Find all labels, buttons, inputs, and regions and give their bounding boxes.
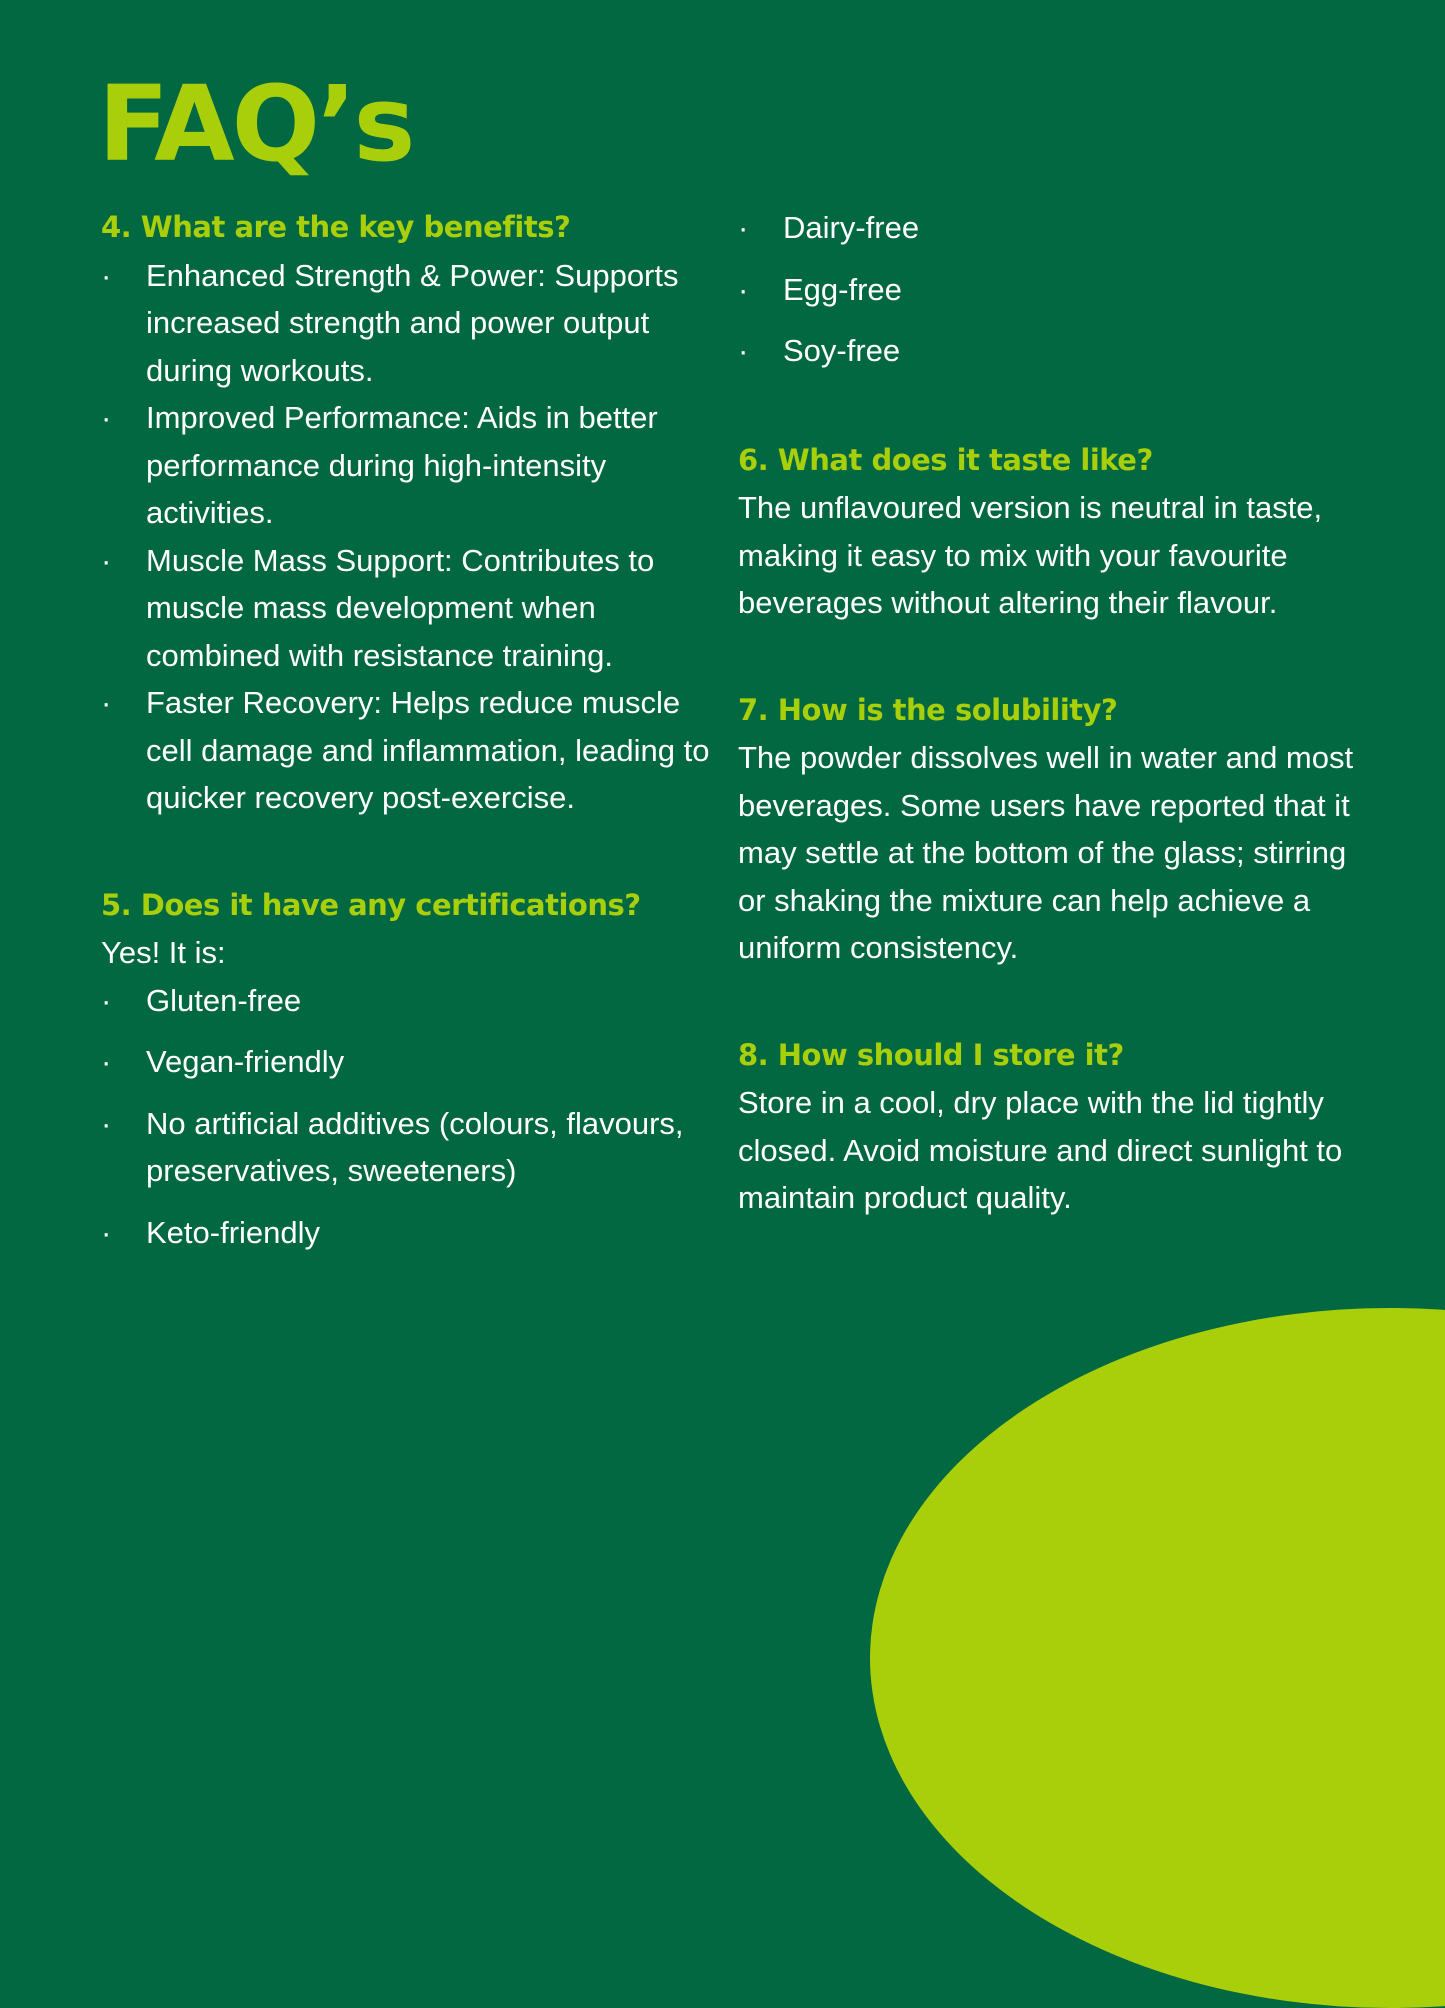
list-item: · Keto-friendly [101,1214,321,1250]
faq-5-question: 5. Does it have any certifications? [101,887,641,922]
list-item: · Faster Recovery: Helps reduce muscle cell damage and inflammation, leading to quicker recovery post-exercise. [101,685,710,815]
faq-8-question: 8. How should I store it? [738,1037,1124,1072]
faq-4-question: 4. What are the key benefits? [101,210,571,244]
faq-7 [738,687,1358,972]
list-item: · Dairy-free [738,210,920,245]
faq-5-intro: Yes! It is: [101,935,226,970]
faq-7-question: 7. How is the solubility? [738,692,1118,727]
faq-4-list [101,252,721,822]
faq-6-question: 6. What does it taste like? [738,442,1153,477]
list-item: · Improved Performance: Aids in better performance during high-intensity activities. [101,400,658,530]
list-item: · Vegan-friendly [101,1044,345,1079]
faq-5-list-continued [738,204,1358,375]
list-item: · Enhanced Strength & Power: Supports increased strength and power output during workouts. [101,257,679,388]
faq-7-answer: The powder dissolves well in water and most beverages. Some users have reported that it may settle at the bottom of the glass; stirring or shaking the mixture can help achieve a uniform consistency. [738,740,1354,965]
faq-6 [738,437,1358,627]
page-title: FAQ’s [98,63,413,185]
list-item: · Egg-free [738,271,902,307]
faq-6-answer: The unflavoured version is neutral in taste, making it easy to mix with your favourite beverages without altering their flavour. [738,490,1323,620]
faq-5-list [101,977,721,1257]
faq-4 [101,204,721,822]
list-item: · No artificial additives (colours, flavours, preservatives, sweeteners) [101,1105,684,1188]
left-column [101,204,721,1270]
list-item: · Soy-free [738,333,901,368]
decorative-blob [870,1308,1445,2008]
list-item: · Muscle Mass Support: Contributes to muscle mass development when combined with resistance training. [101,542,655,673]
faq-5 [101,882,721,1257]
list-item: · Gluten-free [101,982,302,1018]
faq-8-answer: Store in a cool, dry place with the lid tightly closed. Avoid moisture and direct sunlight to maintain product quality. [738,1085,1343,1215]
faq-8 [738,1032,1358,1222]
right-column [738,204,1358,1222]
